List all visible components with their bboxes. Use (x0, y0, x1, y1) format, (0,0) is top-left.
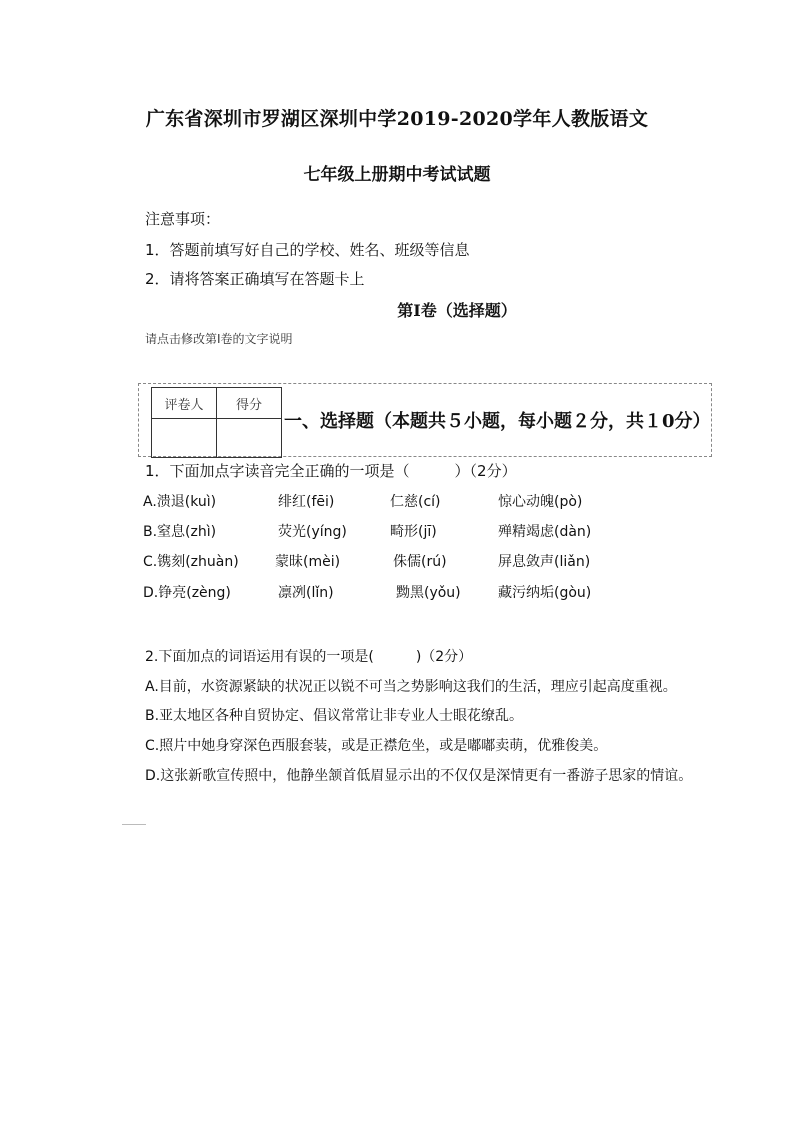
q1-c-1: C.镌刻(zhuàn) (143, 554, 239, 570)
score-table-score-header: 得分 (217, 388, 282, 419)
q1-b-2: 荧光(yíng) (278, 524, 347, 540)
q1-a-3: 仁慈(cí) (390, 494, 441, 510)
q2-option-a: A.目前，水资源紧缺的状况正以锐不可当之势影响这我们的生活，理应引起高度重视。 (145, 679, 677, 695)
notice-heading: 注意事项： (145, 210, 221, 228)
q1-c-4: 屏息敛声(liǎn) (498, 554, 591, 570)
q1-c-2: 蒙昧(mèi) (275, 554, 341, 570)
q2-option-b: B.亚太地区各种自贸协定、倡议常常让非专业人士眼花缭乱。 (145, 708, 524, 724)
q2-stem: 2.下面加点的词语运用有误的一项是( )（2分） (145, 649, 473, 665)
q1-a-1: A.溃退(kuì) (143, 494, 217, 510)
q1-stem: 1．下面加点字读音完全正确的一项是（ ）（2分） (145, 462, 517, 480)
q1-c-3: 侏儒(rú) (393, 554, 447, 570)
section-hint: 请点击修改第I卷的文字说明 (145, 332, 293, 346)
score-table-score-cell (217, 419, 282, 458)
q1-b-4: 殚精竭虑(dàn) (498, 524, 592, 540)
score-table-grader-header: 评卷人 (152, 388, 217, 419)
notice-item-2: 2．请将答案正确填写在答题卡上 (145, 270, 365, 288)
q1-a-4: 惊心动魄(pò) (498, 494, 583, 510)
q2-option-d: D.这张新歌宣传照中，他静坐颔首低眉显示出的不仅仅是深情更有一番游子思家的情谊。 (145, 768, 693, 784)
title-line-2: 七年级上册期中考试试题 (303, 165, 491, 185)
q1-d-4: 藏污纳垢(gòu) (498, 585, 592, 601)
section-title: 第I卷（选择题） (397, 301, 517, 320)
notice-item-1: 1．答题前填写好自己的学校、姓名、班级等信息 (145, 241, 470, 259)
part-title: 一、选择题（本题共５小题，每小题２分，共１0分） (284, 411, 711, 432)
q1-d-2: 凛冽(lǐn) (278, 585, 334, 601)
page-fragment-line (122, 824, 146, 825)
q1-b-1: B.窒息(zhì) (143, 524, 217, 540)
q1-d-1: D.铮亮(zèng) (143, 585, 231, 601)
q1-b-3: 畸形(jī) (390, 524, 437, 540)
q1-a-2: 绯红(fēi) (278, 494, 335, 510)
score-table-grader-cell (152, 419, 217, 458)
score-table (151, 387, 282, 458)
q2-option-c: C.照片中她身穿深色西服套装，或是正襟危坐，或是嘟嘟卖萌，优雅俊美。 (145, 738, 608, 754)
title-line-1: 广东省深圳市罗湖区深圳中学2019-2020学年人教版语文 (145, 108, 649, 130)
q1-d-3: 黝黑(yǒu) (396, 585, 461, 601)
